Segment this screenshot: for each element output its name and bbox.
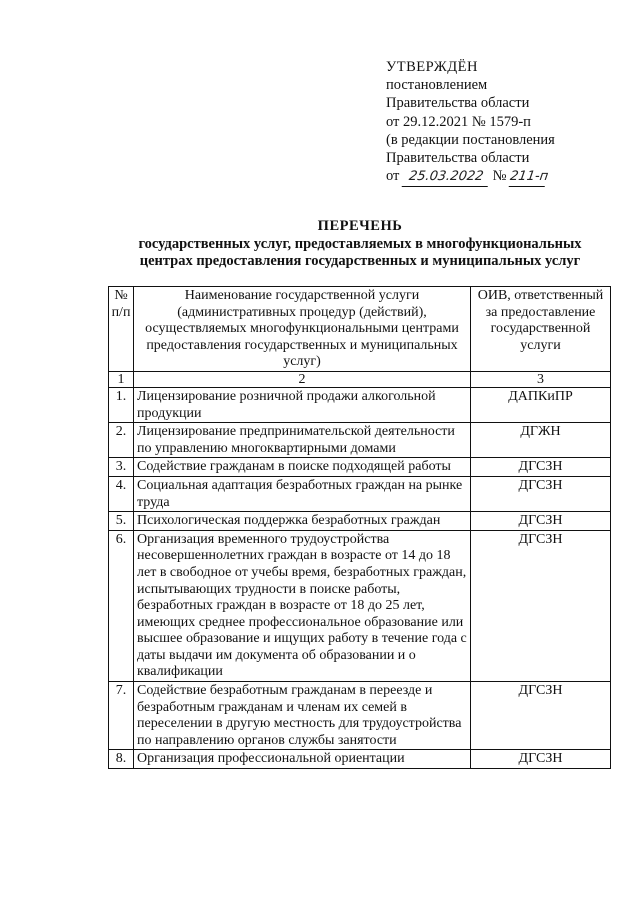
title-main: ПЕРЕЧЕНЬ	[317, 218, 403, 234]
row-name: Лицензирование предпринимательской деятельности по управлению многоквартирными домами	[134, 423, 471, 458]
row-oiv: ДГСЗН	[471, 682, 611, 750]
table-row	[109, 387, 611, 422]
approval-line: постановлением	[386, 77, 488, 94]
table-row	[109, 476, 611, 511]
index-cell: 1	[109, 371, 134, 387]
document-title	[100, 218, 620, 271]
approval-from: от	[386, 168, 400, 185]
index-cell: 3	[471, 371, 611, 387]
row-oiv: ДАПКиПР	[471, 387, 611, 422]
row-name: Содействие безработным гражданам в переезде и безработным гражданам и членам их семей в переселении в другую местность для трудоустройства по направлению органов службы занятости	[134, 682, 471, 750]
table-row	[109, 682, 611, 750]
approval-stamp	[386, 58, 626, 187]
row-number: 5.	[109, 512, 134, 531]
row-oiv: ДГСЗН	[471, 530, 611, 681]
row-number: 3.	[109, 458, 134, 477]
approval-line: Правительства области	[386, 150, 530, 167]
row-number: 8.	[109, 750, 134, 769]
row-name: Психологическая поддержка безработных граждан	[134, 512, 471, 531]
row-name: Социальная адаптация безработных граждан на рынке труда	[134, 476, 471, 511]
handwritten-date: 25.03.2022	[402, 168, 491, 187]
row-name: Содействие гражданам в поиске подходящей работы	[134, 458, 471, 477]
table-header-row	[109, 287, 611, 372]
row-number: 6.	[109, 530, 134, 681]
row-oiv: ДГСЗН	[471, 750, 611, 769]
row-oiv: ДГСЗН	[471, 476, 611, 511]
handwritten-number: 211-п	[509, 168, 548, 187]
row-number: 2.	[109, 423, 134, 458]
row-oiv: ДГСЗН	[471, 458, 611, 477]
services-table	[108, 286, 611, 769]
row-number: 4.	[109, 476, 134, 511]
header-oiv: ОИВ, ответственный за предоставление государственной услуги	[471, 287, 611, 372]
row-name: Организация профессиональной ориентации	[134, 750, 471, 769]
approval-line: от 29.12.2021 № 1579-п	[386, 113, 531, 130]
approval-heading: УТВЕРЖДЁН	[386, 59, 478, 75]
row-oiv: ДГЖН	[471, 423, 611, 458]
approval-line: Правительства области	[386, 95, 530, 112]
table-row	[109, 512, 611, 531]
table-row	[109, 423, 611, 458]
approval-line: (в редакции постановления	[386, 131, 555, 148]
row-number: 1.	[109, 387, 134, 422]
index-cell: 2	[134, 371, 471, 387]
header-name: Наименование государственной услуги (административных процедур (действий), осуществляемых многофункциональными центрами предоставления государственных и муниципальных услуг)	[134, 287, 471, 372]
table-row	[109, 530, 611, 681]
number-sign: №	[492, 168, 507, 185]
row-number: 7.	[109, 682, 134, 750]
row-name: Лицензирование розничной продажи алкогольной продукции	[134, 387, 471, 422]
table-row	[109, 750, 611, 769]
row-name: Организация временного трудоустройства несовершеннолетних граждан в возрасте от 14 до 18 лет в свободное от учебы время, безработных граждан, испытывающих трудности в поиске работы, безработных граждан в возрасте от 18 до 25 лет, имеющих среднее профессиональное образование или высшее образование и ищущих работу в течение года с даты выдачи им документа об образовании и о квалификации	[134, 530, 471, 681]
table-index-row	[109, 371, 611, 387]
title-sub: центрах предоставления государственных и муниципальных услуг	[139, 253, 581, 269]
table-row	[109, 458, 611, 477]
header-number: № п/п	[109, 287, 134, 372]
row-oiv: ДГСЗН	[471, 512, 611, 531]
approval-date-line	[386, 167, 626, 187]
title-sub: государственных услуг, предоставляемых в многофункциональных	[138, 235, 582, 252]
